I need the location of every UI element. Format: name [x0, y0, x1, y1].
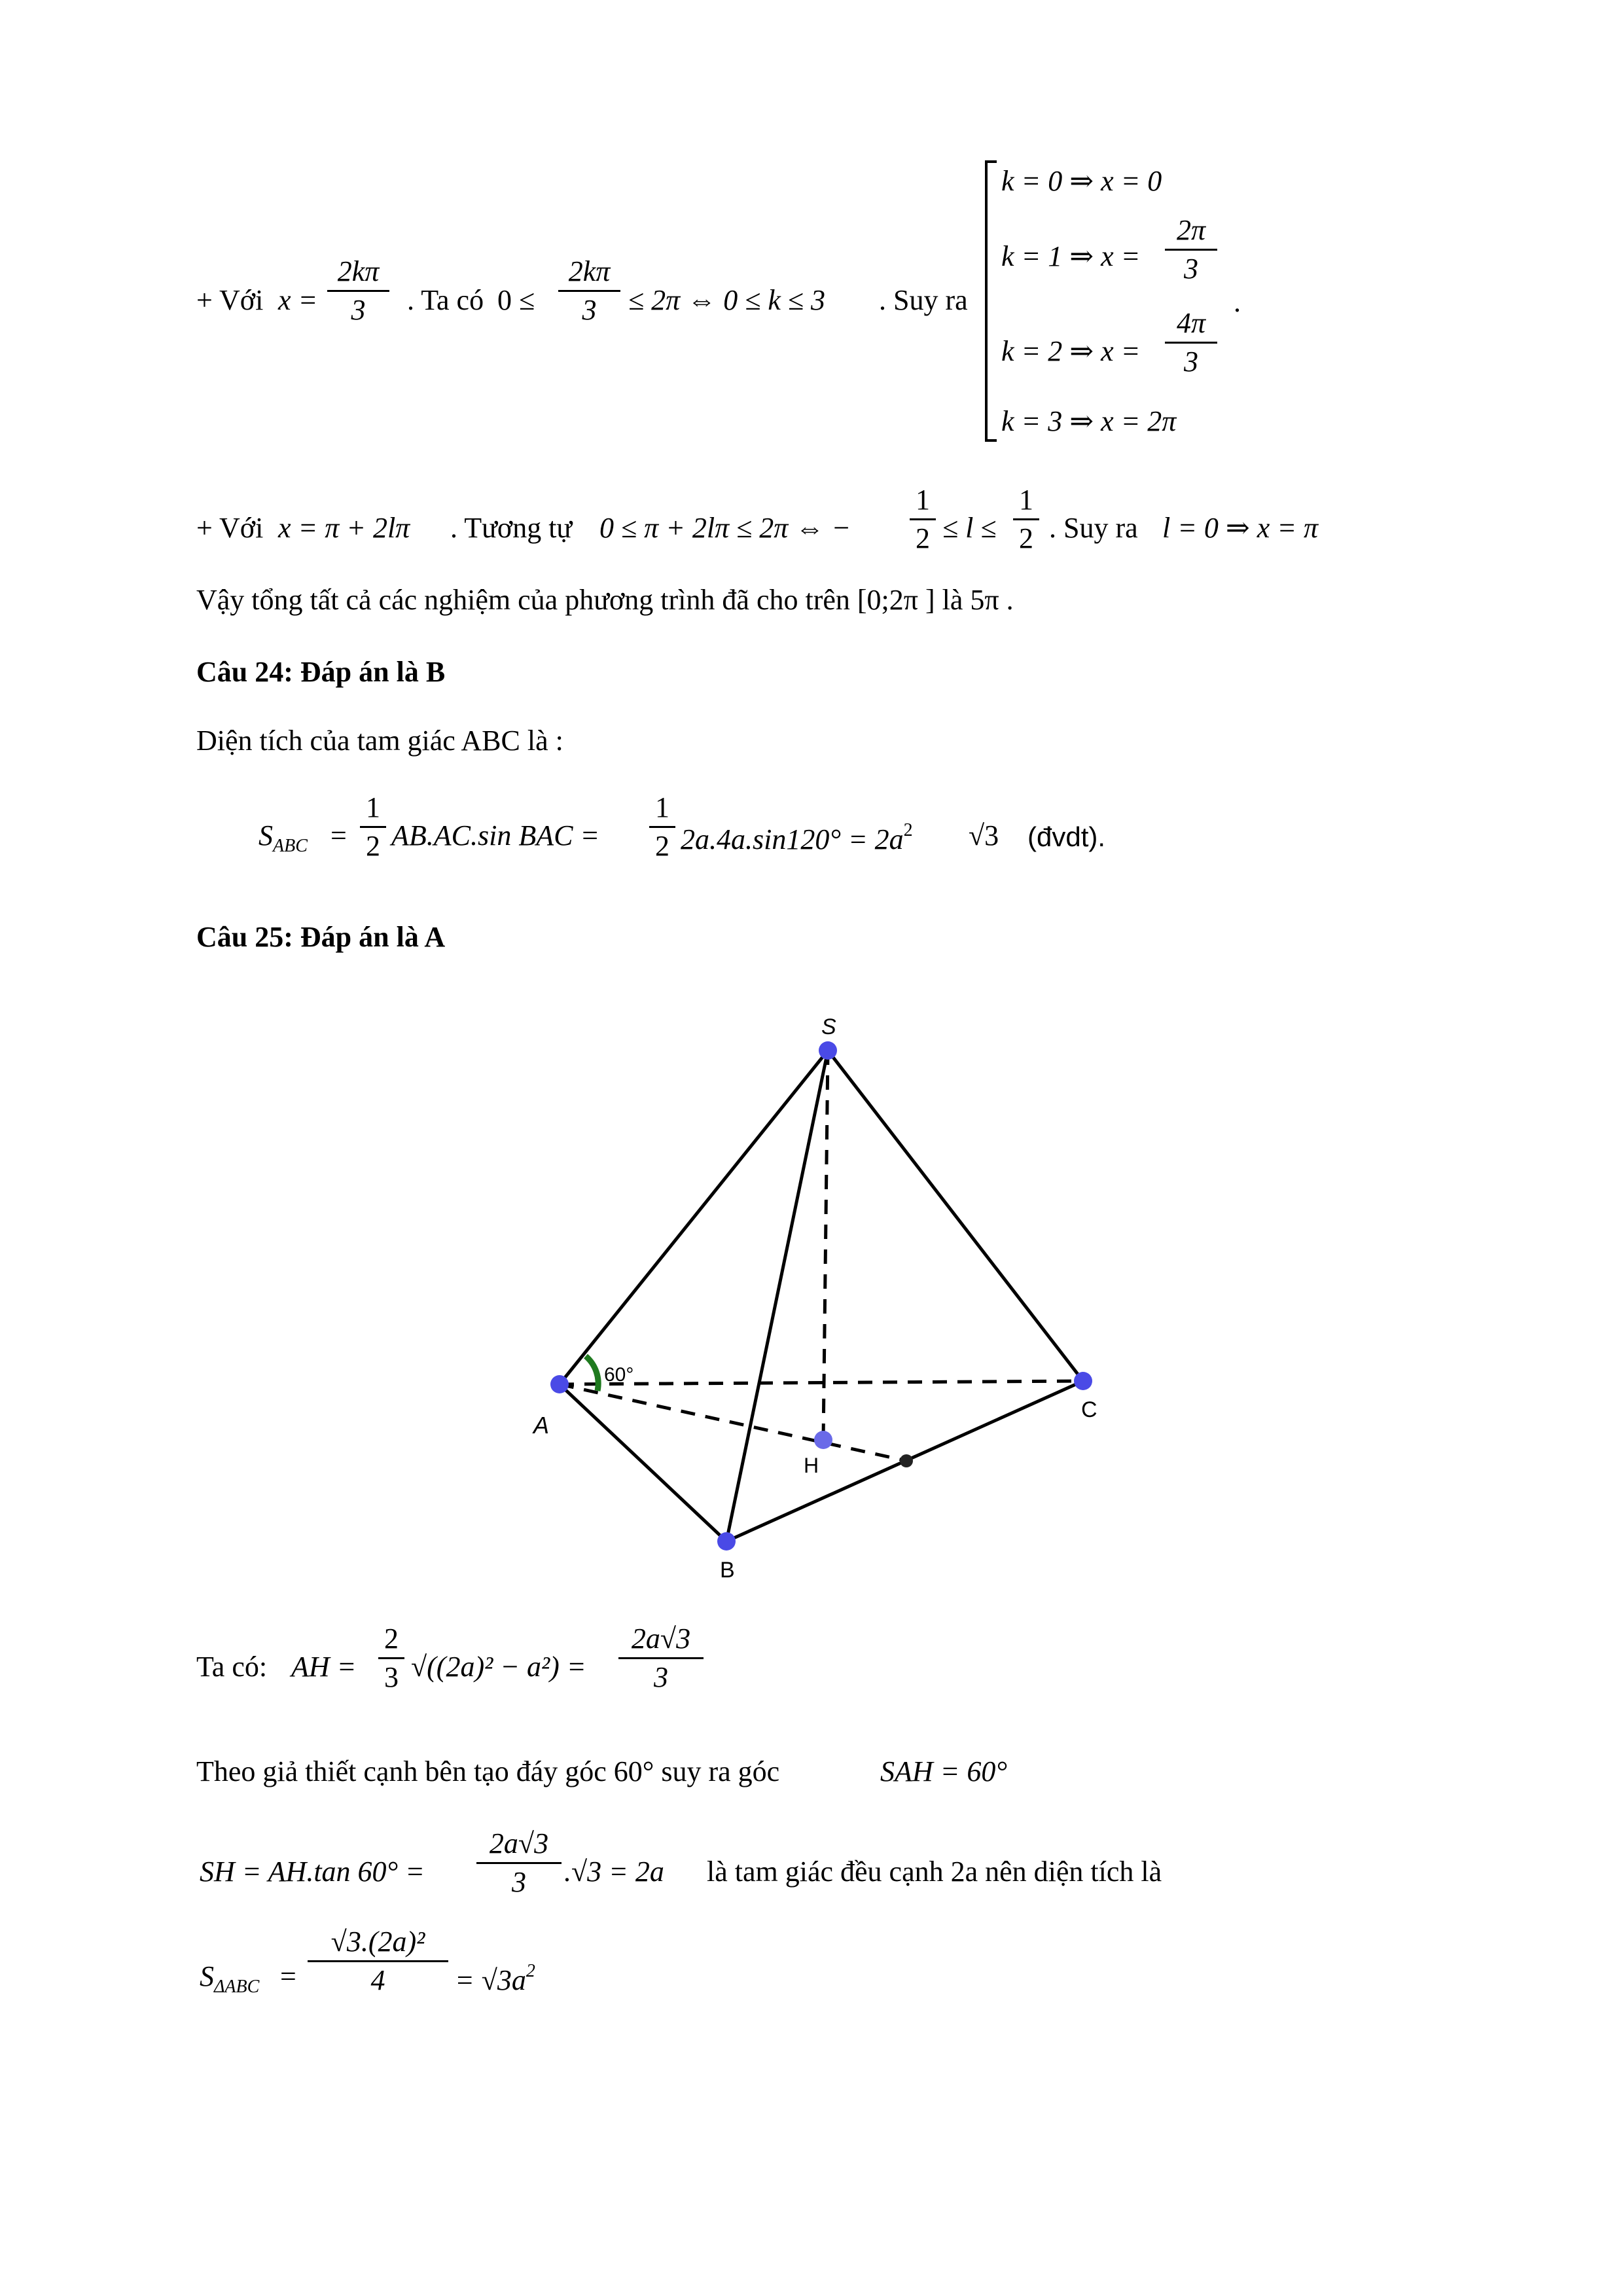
q25-s2-res: = $√3a^2$ — [455, 1961, 535, 1996]
case-k2: k = 2 ⇒ x = — [1001, 335, 1141, 367]
q24-expr1: AB.AC.sin BAC = — [391, 819, 600, 852]
line2-expr: x = π + 2lπ — [278, 512, 410, 544]
case-k3: k = 3 ⇒ x = 2π — [1001, 405, 1177, 437]
suyra-text: . Suy ra — [879, 284, 968, 316]
point-midpoint — [900, 1454, 913, 1467]
edge-SA — [560, 1050, 828, 1384]
q25-heading: Câu 25: Đáp án là A — [196, 921, 446, 953]
q24-s: $S_{ABC}$ — [259, 819, 308, 856]
q25-ah-result: 2a√3 3 — [618, 1624, 704, 1692]
line2-res: l = 0 ⇒ x = π — [1162, 512, 1319, 544]
line2-ineq: 0 ≤ π + 2lπ ≤ 2π ⇔ − — [599, 512, 851, 544]
conclusion: Vậy tổng tất cả các nghiệm của phương trình đã cho trên [0;2π ] là 5π . — [196, 584, 1014, 616]
q24-intro: Diện tích của tam giác ABC là : — [196, 725, 563, 757]
frac-2kpi-3: 2kπ 3 — [327, 257, 389, 325]
case-k2-frac: 4π 3 — [1165, 309, 1217, 376]
height-SH-dashed — [823, 1050, 828, 1440]
edge-AC-dashed — [560, 1381, 1083, 1384]
taco-text: . Ta có — [407, 284, 484, 316]
label-B: B — [720, 1558, 735, 1583]
q25-sah: SAH = 60° — [880, 1755, 1007, 1787]
median-AH-dashed — [560, 1384, 906, 1461]
q24-eq: = — [330, 819, 347, 852]
q25-sh-right: .√3 = 2a — [564, 1856, 664, 1888]
q24-expr2: $2a.4a.\sin 120^\circ = 2a^2$ — [681, 820, 913, 855]
q25-s2-eq: = — [280, 1960, 296, 1992]
q24-unit: (đvdt). — [1027, 821, 1106, 852]
q25-sh-frac: 2a√3 3 — [476, 1829, 562, 1897]
case-k1: k = 1 ⇒ x = — [1001, 240, 1141, 272]
edge-AB — [560, 1384, 726, 1541]
q24-heading: Câu 24: Đáp án là B — [196, 656, 446, 688]
frac-2kpi-3-b: 2kπ 3 — [558, 257, 620, 325]
q25-sh-text: là tam giác đều cạnh 2a nên diện tích là — [707, 1856, 1162, 1888]
label-A: A — [533, 1412, 550, 1439]
q25-sh-left: SH = AH.tan 60° = — [200, 1856, 425, 1888]
q24-expr3: √3 — [969, 819, 999, 852]
l-frac-2: 1 2 — [1013, 486, 1039, 553]
label-H: H — [804, 1454, 819, 1477]
label-S: S — [821, 1014, 836, 1039]
trail-dot: . — [1234, 286, 1241, 318]
label-C: C — [1081, 1397, 1097, 1422]
point-C — [1074, 1372, 1092, 1390]
q24-half-2: 1 2 — [649, 793, 675, 861]
point-A — [550, 1375, 569, 1393]
line1-prefix: + Với — [196, 284, 264, 316]
q25-theo: Theo giả thiết cạnh bên tạo đáy góc 60° suy ra góc — [196, 1755, 780, 1787]
line2-prefix: + Với — [196, 512, 264, 544]
q25-ah: AH = — [291, 1651, 357, 1683]
q25-ah-frac: 2 3 — [378, 1624, 404, 1692]
edge-SC — [828, 1050, 1083, 1381]
label-angle: 60° — [604, 1364, 634, 1386]
point-S — [819, 1041, 837, 1060]
case-k1-frac: 2π 3 — [1165, 216, 1217, 283]
line2-tuong: . Tương tự — [450, 512, 573, 544]
q25-s2-frac: √3.(2a)² 4 — [308, 1928, 448, 1995]
point-B — [717, 1532, 736, 1551]
x-eq: x = — [278, 284, 318, 316]
case-k0: k = 0 ⇒ x = 0 — [1001, 165, 1162, 197]
ineq-left: 0 ≤ — [497, 284, 535, 316]
q24-half-1: 1 2 — [360, 793, 386, 861]
q25-s2: $S_{\Delta ABC}$ — [200, 1960, 260, 1997]
point-H — [814, 1431, 832, 1449]
l-frac-1: 1 2 — [910, 486, 936, 553]
l-mid: ≤ l ≤ — [942, 512, 997, 544]
q25-ah-sqrt: √((2a)² − a²) = — [411, 1651, 586, 1683]
line2-suyra: . Suy ra — [1049, 512, 1138, 544]
ineq-right: ≤ 2π ⇔ 0 ≤ k ≤ 3 — [628, 284, 826, 316]
q25-taco: Ta có: — [196, 1651, 268, 1683]
